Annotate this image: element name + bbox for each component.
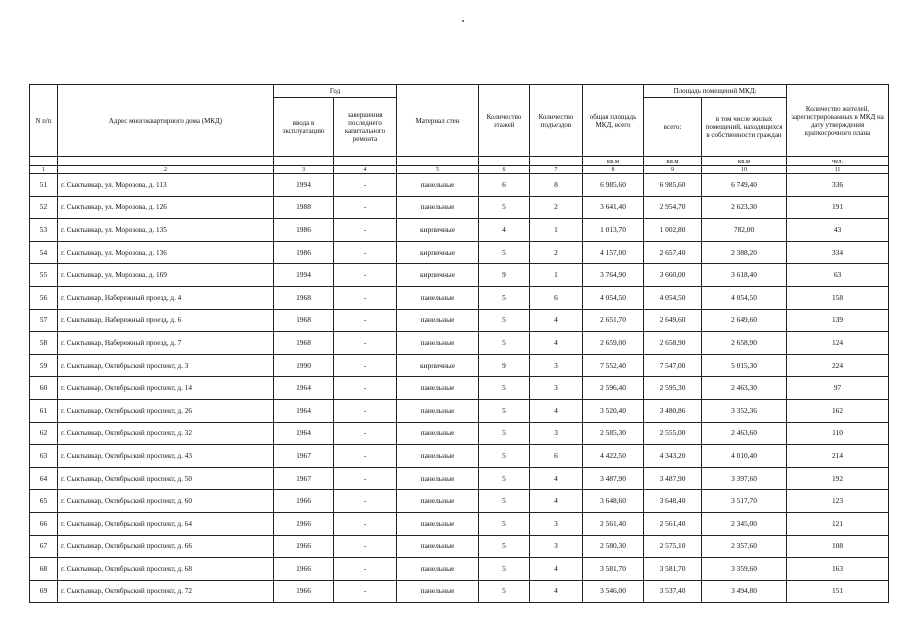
year-repair-cell: - (334, 241, 397, 264)
total-area-cell: 3 581,70 (583, 558, 644, 581)
row-number: 55 (30, 264, 58, 287)
table-row (30, 399, 889, 422)
table-row (30, 309, 889, 332)
wall-material-cell: панельные (397, 580, 479, 603)
wall-material-cell: панельные (397, 399, 479, 422)
header-year-group: Год (274, 85, 397, 98)
column-number: 9 (644, 166, 702, 174)
area-private-cell: 5 015,30 (702, 354, 787, 377)
total-area-cell: 2 596,40 (583, 377, 644, 400)
header-entrances: Количество подъездов (530, 85, 583, 157)
table-header (30, 85, 889, 174)
area-private-cell: 4 010,40 (702, 445, 787, 468)
table-row (30, 286, 889, 309)
unit-cell (58, 157, 274, 166)
year-repair-cell: - (334, 535, 397, 558)
area-private-cell: 2 357,60 (702, 535, 787, 558)
column-number: 11 (787, 166, 889, 174)
entrances-cell: 3 (530, 535, 583, 558)
table-row (30, 422, 889, 445)
year-repair-cell: - (334, 399, 397, 422)
address-cell: г. Сыктывкар, ул. Морозова, д. 136 (58, 241, 274, 264)
floors-cell: 5 (479, 558, 530, 581)
year-commission-cell: 1964 (274, 422, 334, 445)
residents-cell: 214 (787, 445, 889, 468)
floors-cell: 5 (479, 490, 530, 513)
wall-material-cell: панельные (397, 196, 479, 219)
year-repair-cell: - (334, 309, 397, 332)
table-row (30, 580, 889, 603)
year-commission-cell: 1967 (274, 467, 334, 490)
units-row (30, 157, 889, 166)
row-number: 66 (30, 512, 58, 535)
year-commission-cell: 1968 (274, 332, 334, 355)
floors-cell: 5 (479, 445, 530, 468)
address-cell: г. Сыктывкар, ул. Морозова, д. 169 (58, 264, 274, 287)
wall-material-cell: панельные (397, 558, 479, 581)
column-number: 2 (58, 166, 274, 174)
year-repair-cell: - (334, 174, 397, 197)
total-area-cell: 2 651,70 (583, 309, 644, 332)
area-all-cell: 2 595,30 (644, 377, 702, 400)
year-repair-cell: - (334, 196, 397, 219)
unit-cell (274, 157, 334, 166)
header-year-commission: ввода в эксплуатацию (274, 98, 334, 157)
area-all-cell: 3 581,70 (644, 558, 702, 581)
column-number: 5 (397, 166, 479, 174)
residents-cell: 162 (787, 399, 889, 422)
entrances-cell: 6 (530, 445, 583, 468)
year-commission-cell: 1967 (274, 445, 334, 468)
wall-material-cell: кирпичные (397, 219, 479, 242)
year-repair-cell: - (334, 580, 397, 603)
year-repair-cell: - (334, 422, 397, 445)
unit-cell (334, 157, 397, 166)
unit-cell (397, 157, 479, 166)
wall-material-cell: панельные (397, 286, 479, 309)
address-cell: г. Сыктывкар, Октябрьский проспект, д. 64 (58, 512, 274, 535)
entrances-cell: 8 (530, 174, 583, 197)
area-private-cell: 4 054,50 (702, 286, 787, 309)
header-total-area: общая площадь МКД, всего (583, 85, 644, 157)
residents-cell: 110 (787, 422, 889, 445)
row-number: 51 (30, 174, 58, 197)
residents-cell: 123 (787, 490, 889, 513)
column-number: 10 (702, 166, 787, 174)
header-floors: Количество этажей (479, 85, 530, 157)
table-row (30, 445, 889, 468)
floors-cell: 9 (479, 354, 530, 377)
floors-cell: 4 (479, 219, 530, 242)
table-row (30, 490, 889, 513)
entrances-cell: 4 (530, 580, 583, 603)
column-number: 7 (530, 166, 583, 174)
entrances-cell: 1 (530, 264, 583, 287)
total-area-cell: 4 157,00 (583, 241, 644, 264)
floors-cell: 9 (479, 264, 530, 287)
unit-cell (479, 157, 530, 166)
table-row (30, 512, 889, 535)
area-private-cell: 782,00 (702, 219, 787, 242)
address-cell: г. Сыктывкар, Набережный проезд, д. 4 (58, 286, 274, 309)
header-address: Адрес многоквартирного дома (МКД) (58, 85, 274, 157)
area-private-cell: 3 517,70 (702, 490, 787, 513)
unit-cell (30, 157, 58, 166)
area-all-cell: 7 547,00 (644, 354, 702, 377)
address-cell: г. Сыктывкар, Набережный проезд, д. 7 (58, 332, 274, 355)
table-row (30, 196, 889, 219)
area-all-cell: 3 487,90 (644, 467, 702, 490)
wall-material-cell: панельные (397, 377, 479, 400)
row-number: 64 (30, 467, 58, 490)
floors-cell: 5 (479, 286, 530, 309)
year-repair-cell: - (334, 558, 397, 581)
header-area-private: в том числе жилых помещений, находящихся в собственности граждан (702, 98, 787, 157)
entrances-cell: 6 (530, 286, 583, 309)
area-private-cell: 2 649,60 (702, 309, 787, 332)
residents-cell: 192 (787, 467, 889, 490)
entrances-cell: 3 (530, 377, 583, 400)
entrances-cell: 4 (530, 558, 583, 581)
residents-cell: 121 (787, 512, 889, 535)
residents-cell: 97 (787, 377, 889, 400)
residents-cell: 336 (787, 174, 889, 197)
entrances-cell: 1 (530, 219, 583, 242)
area-all-cell: 2 658,90 (644, 332, 702, 355)
column-number: 8 (583, 166, 644, 174)
total-area-cell: 3 520,40 (583, 399, 644, 422)
area-private-cell: 2 388,20 (702, 241, 787, 264)
floors-cell: 5 (479, 332, 530, 355)
residents-cell: 139 (787, 309, 889, 332)
unit-cell (530, 157, 583, 166)
row-number: 59 (30, 354, 58, 377)
residents-cell: 43 (787, 219, 889, 242)
address-cell: г. Сыктывкар, ул. Морозова, д. 135 (58, 219, 274, 242)
scan-speck (462, 20, 464, 22)
floors-cell: 5 (479, 580, 530, 603)
table-row (30, 354, 889, 377)
year-repair-cell: - (334, 354, 397, 377)
entrances-cell: 3 (530, 512, 583, 535)
wall-material-cell: панельные (397, 174, 479, 197)
row-number: 57 (30, 309, 58, 332)
row-number: 53 (30, 219, 58, 242)
table-row (30, 332, 889, 355)
year-commission-cell: 1964 (274, 399, 334, 422)
address-cell: г. Сыктывкар, Октябрьский проспект, д. 26 (58, 399, 274, 422)
column-number: 3 (274, 166, 334, 174)
area-all-cell: 3 537,40 (644, 580, 702, 603)
residents-cell: 124 (787, 332, 889, 355)
area-all-cell: 3 660,00 (644, 264, 702, 287)
year-repair-cell: - (334, 264, 397, 287)
total-area-cell: 3 487,90 (583, 467, 644, 490)
year-repair-cell: - (334, 512, 397, 535)
table-row (30, 264, 889, 287)
area-all-cell: 2 657,40 (644, 241, 702, 264)
year-commission-cell: 1986 (274, 219, 334, 242)
residents-cell: 108 (787, 535, 889, 558)
floors-cell: 5 (479, 377, 530, 400)
entrances-cell: 4 (530, 467, 583, 490)
area-private-cell: 2 658,90 (702, 332, 787, 355)
column-numbers-row (30, 166, 889, 174)
residents-cell: 163 (787, 558, 889, 581)
area-private-cell: 2 623,30 (702, 196, 787, 219)
entrances-cell: 4 (530, 332, 583, 355)
header-year-repair: завершения последнего капитального ремонта (334, 98, 397, 157)
housing-register-table (29, 84, 889, 603)
address-cell: г. Сыктывкар, Октябрьский проспект, д. 14 (58, 377, 274, 400)
header-num: N п/п (30, 85, 58, 157)
address-cell: г. Сыктывкар, Октябрьский проспект, д. 72 (58, 580, 274, 603)
year-repair-cell: - (334, 377, 397, 400)
table-body (30, 174, 889, 603)
column-number: 1 (30, 166, 58, 174)
floors-cell: 5 (479, 196, 530, 219)
area-all-cell: 4 343,20 (644, 445, 702, 468)
wall-material-cell: панельные (397, 490, 479, 513)
floors-cell: 5 (479, 241, 530, 264)
address-cell: г. Сыктывкар, Октябрьский проспект, д. 66 (58, 535, 274, 558)
row-number: 65 (30, 490, 58, 513)
address-cell: г. Сыктывкар, Октябрьский проспект, д. 50 (58, 467, 274, 490)
total-area-cell: 3 648,60 (583, 490, 644, 513)
unit-total-area: кв.м (583, 157, 644, 166)
wall-material-cell: кирпичные (397, 354, 479, 377)
entrances-cell: 2 (530, 196, 583, 219)
row-number: 56 (30, 286, 58, 309)
wall-material-cell: панельные (397, 309, 479, 332)
address-cell: г. Сыктывкар, Набережный проезд, д. 6 (58, 309, 274, 332)
area-private-cell: 3 494,80 (702, 580, 787, 603)
year-repair-cell: - (334, 467, 397, 490)
year-repair-cell: - (334, 445, 397, 468)
total-area-cell: 4 422,50 (583, 445, 644, 468)
table-row (30, 174, 889, 197)
year-repair-cell: - (334, 219, 397, 242)
area-all-cell: 2 954,70 (644, 196, 702, 219)
floors-cell: 5 (479, 422, 530, 445)
area-all-cell: 2 575,10 (644, 535, 702, 558)
address-cell: г. Сыктывкар, ул. Морозова, д. 126 (58, 196, 274, 219)
area-private-cell: 2 463,60 (702, 422, 787, 445)
area-all-cell: 6 985,60 (644, 174, 702, 197)
area-private-cell: 3 618,40 (702, 264, 787, 287)
total-area-cell: 3 546,00 (583, 580, 644, 603)
year-commission-cell: 1968 (274, 309, 334, 332)
area-private-cell: 3 397,60 (702, 467, 787, 490)
entrances-cell: 4 (530, 399, 583, 422)
column-number: 6 (479, 166, 530, 174)
entrances-cell: 4 (530, 309, 583, 332)
total-area-cell: 1 013,70 (583, 219, 644, 242)
table-row (30, 219, 889, 242)
total-area-cell: 3 641,40 (583, 196, 644, 219)
header-residents: Количество жителей, зарегистрированных в МКД на дату утверждения краткосрочного плана (787, 85, 889, 157)
address-cell: г. Сыктывкар, Октябрьский проспект, д. 32 (58, 422, 274, 445)
table-row (30, 467, 889, 490)
area-all-cell: 3 648,40 (644, 490, 702, 513)
table-row (30, 535, 889, 558)
year-repair-cell: - (334, 332, 397, 355)
area-all-cell: 1 002,80 (644, 219, 702, 242)
year-commission-cell: 1966 (274, 512, 334, 535)
unit-area-private: кв.м (702, 157, 787, 166)
table-row (30, 558, 889, 581)
floors-cell: 5 (479, 309, 530, 332)
row-number: 60 (30, 377, 58, 400)
wall-material-cell: панельные (397, 535, 479, 558)
header-area-all: всего: (644, 98, 702, 157)
wall-material-cell: кирпичные (397, 241, 479, 264)
wall-material-cell: панельные (397, 422, 479, 445)
year-commission-cell: 1966 (274, 558, 334, 581)
address-cell: г. Сыктывкар, Октябрьский проспект, д. 68 (58, 558, 274, 581)
wall-material-cell: панельные (397, 512, 479, 535)
wall-material-cell: панельные (397, 445, 479, 468)
wall-material-cell: панельные (397, 332, 479, 355)
floors-cell: 6 (479, 174, 530, 197)
year-commission-cell: 1990 (274, 354, 334, 377)
area-all-cell: 3 480,86 (644, 399, 702, 422)
total-area-cell: 2 561,40 (583, 512, 644, 535)
row-number: 62 (30, 422, 58, 445)
residents-cell: 224 (787, 354, 889, 377)
row-number: 63 (30, 445, 58, 468)
year-repair-cell: - (334, 286, 397, 309)
row-number: 69 (30, 580, 58, 603)
header-area-group: Площадь помещений МКД: (644, 85, 787, 98)
year-commission-cell: 1966 (274, 535, 334, 558)
row-number: 52 (30, 196, 58, 219)
wall-material-cell: панельные (397, 467, 479, 490)
year-commission-cell: 1966 (274, 580, 334, 603)
residents-cell: 334 (787, 241, 889, 264)
unit-area-all: кв.м (644, 157, 702, 166)
total-area-cell: 2 580,30 (583, 535, 644, 558)
area-all-cell: 2 649,60 (644, 309, 702, 332)
address-cell: г. Сыктывкар, ул. Морозова, д. 113 (58, 174, 274, 197)
year-repair-cell: - (334, 490, 397, 513)
area-private-cell: 6 749,40 (702, 174, 787, 197)
year-commission-cell: 1966 (274, 490, 334, 513)
row-number: 67 (30, 535, 58, 558)
row-number: 68 (30, 558, 58, 581)
residents-cell: 158 (787, 286, 889, 309)
year-commission-cell: 1986 (274, 241, 334, 264)
total-area-cell: 6 985,60 (583, 174, 644, 197)
area-private-cell: 3 352,36 (702, 399, 787, 422)
entrances-cell: 2 (530, 241, 583, 264)
entrances-cell: 3 (530, 354, 583, 377)
row-number: 61 (30, 399, 58, 422)
table-row (30, 241, 889, 264)
total-area-cell: 2 659,00 (583, 332, 644, 355)
floors-cell: 5 (479, 535, 530, 558)
total-area-cell: 7 552,40 (583, 354, 644, 377)
address-cell: г. Сыктывкар, Октябрьский проспект, д. 60 (58, 490, 274, 513)
total-area-cell: 4 054,50 (583, 286, 644, 309)
area-private-cell: 3 359,60 (702, 558, 787, 581)
floors-cell: 5 (479, 399, 530, 422)
area-private-cell: 2 345,00 (702, 512, 787, 535)
residents-cell: 63 (787, 264, 889, 287)
address-cell: г. Сыктывкар, Октябрьский проспект, д. 3 (58, 354, 274, 377)
area-all-cell: 2 555,00 (644, 422, 702, 445)
row-number: 58 (30, 332, 58, 355)
table-row (30, 377, 889, 400)
entrances-cell: 3 (530, 422, 583, 445)
residents-cell: 191 (787, 196, 889, 219)
year-commission-cell: 1988 (274, 196, 334, 219)
total-area-cell: 2 585,30 (583, 422, 644, 445)
floors-cell: 5 (479, 512, 530, 535)
residents-cell: 151 (787, 580, 889, 603)
floors-cell: 5 (479, 467, 530, 490)
year-commission-cell: 1994 (274, 174, 334, 197)
area-all-cell: 4 054,50 (644, 286, 702, 309)
row-number: 54 (30, 241, 58, 264)
header-wall-material: Материал стен (397, 85, 479, 157)
wall-material-cell: кирпичные (397, 264, 479, 287)
unit-residents: чел. (787, 157, 889, 166)
entrances-cell: 4 (530, 490, 583, 513)
year-commission-cell: 1994 (274, 264, 334, 287)
area-all-cell: 2 561,40 (644, 512, 702, 535)
year-commission-cell: 1968 (274, 286, 334, 309)
column-number: 4 (334, 166, 397, 174)
address-cell: г. Сыктывкар, Октябрьский проспект, д. 43 (58, 445, 274, 468)
area-private-cell: 2 463,30 (702, 377, 787, 400)
year-commission-cell: 1964 (274, 377, 334, 400)
total-area-cell: 3 764,90 (583, 264, 644, 287)
